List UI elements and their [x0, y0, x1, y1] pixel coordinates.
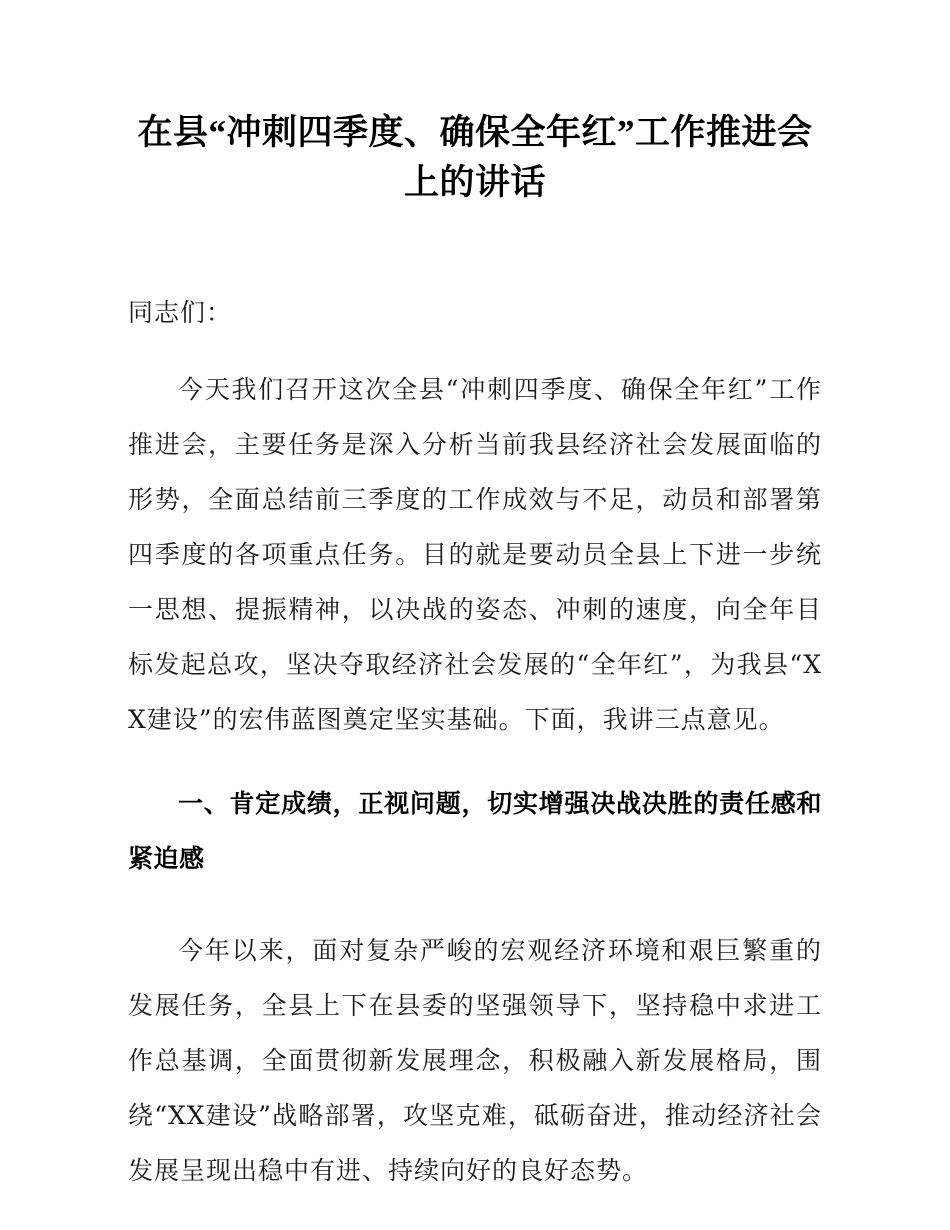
intro-paragraph: 今天我们召开这次全县“冲刺四季度、确保全年红”工作推进会，主要任务是深入分析当前我县经济社会发展面临的形势，全面总结前三季度的工作成效与不足，动员和部署第四季度的各项重点任务。目的就是要动员全县上下进一步统一思想、提振精神，以决战的姿态、冲刺的速度，向全年目标发起总攻，坚决夺取经济社会发展的“全年红”，为我县“XX建设”的宏伟蓝图奠定坚实基础。下面，我讲三点意见。: [128, 375, 822, 734]
salutation: 同志们：: [128, 298, 233, 327]
document-text-column: [128, 0, 822, 1198]
section-heading-1: 一、肯定成绩，正视问题，切实增强决战决胜的责任感和紧迫感: [128, 790, 822, 873]
document-title: 在县“冲刺四季度、确保全年红”工作推进会上的讲话: [137, 113, 813, 202]
section-1-paragraph-1: 今年以来，面对复杂严峻的宏观经济环境和艰巨繁重的发展任务，全县上下在县委的坚强领导下，坚持稳中求进工作总基调，全面贯彻新发展理念，积极融入新发展格局，围绕“XX建设”战略部署，攻坚克难，砥砺奋进，推动经济社会发展呈现出稳中有进、持续向好的良好态势。: [128, 936, 822, 1185]
heading-spacer: [128, 887, 822, 901]
